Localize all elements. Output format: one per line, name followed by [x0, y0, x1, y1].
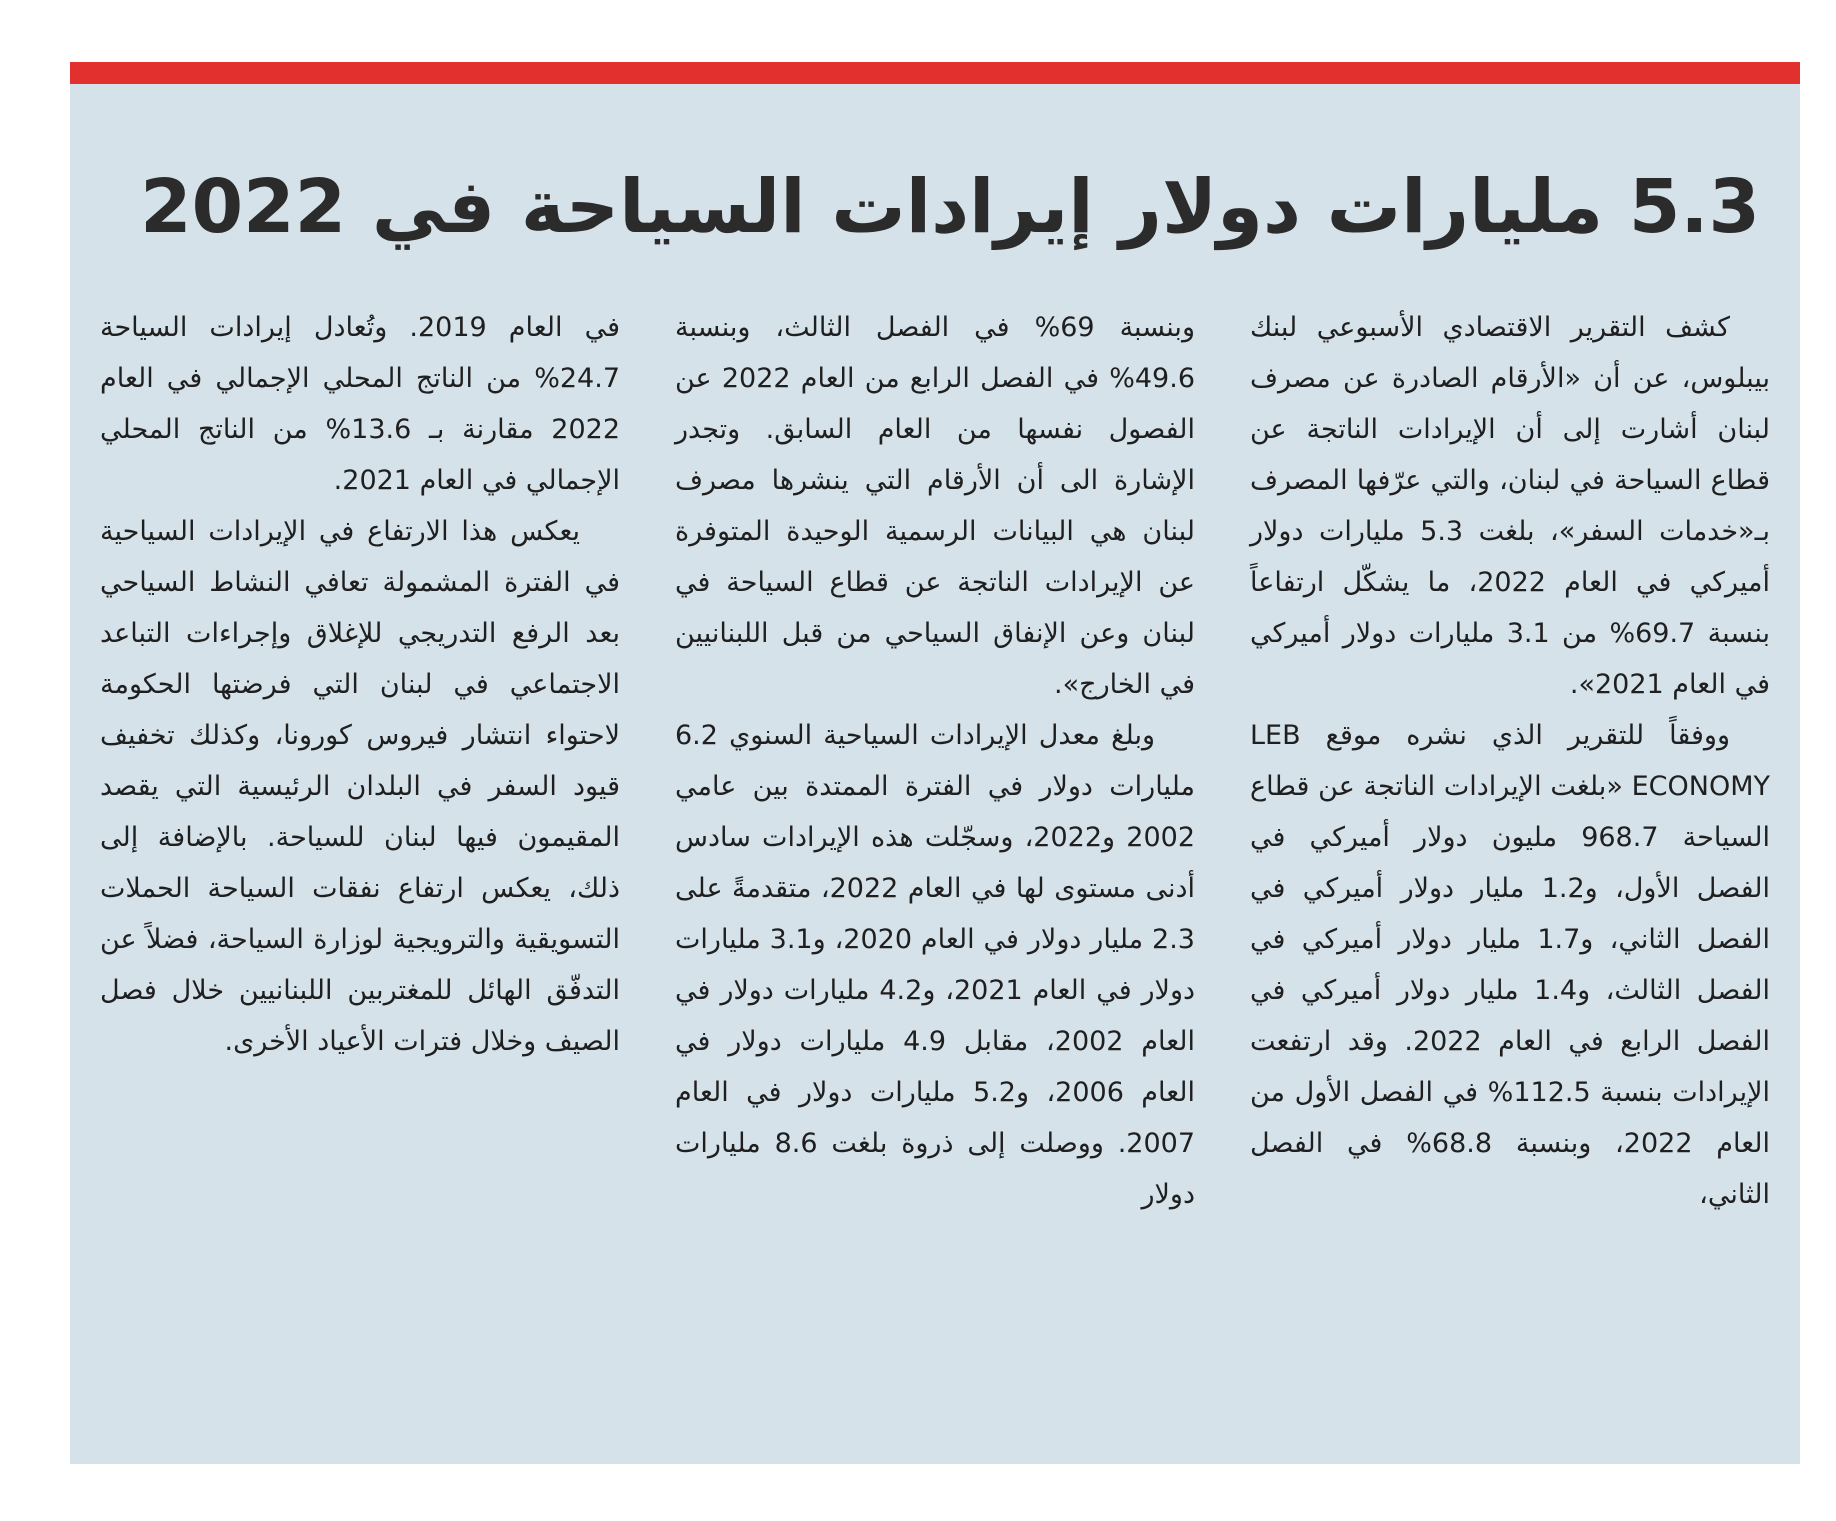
paragraph: كشف التقرير الاقتصادي الأسبوعي لبنك بيبلوس، عن أن «الأرقام الصادرة عن مصرف لبنان أشارت إلى أن الإيرادات الناتجة عن قطاع السياحة في لبنان، والتي عرّفها المصرف بـ«خدمات السفر»، بلغت 5.3 مليارات دولار أميركي في العام 2022، ما يشكّل ارتفاعاً بنسبة 69.7% من 3.1 مليارات دولار أميركي في العام 2021».	[1250, 312, 1770, 700]
paragraph: ووفقاً للتقرير الذي نشره موقع LEB ECONOMY «بلغت الإيرادات الناتجة عن قطاع السياحة 968.7 مليون دولار أميركي في الفصل الأول، و1.2 مليار دولار أميركي في الفصل الثاني، و1.7 مليار دولار أميركي في الفصل الثالث، و1.4 مليار دولار أميركي في الفصل الرابع في العام 2022. وقد ارتفعت الإيرادات بنسبة 112.5% في الفصل الأول من العام 2022، وبنسبة 68.8% في الفصل الثاني،	[1250, 720, 1771, 1210]
paragraph: وبنسبة 69% في الفصل الثالث، وبنسبة 49.6% في الفصل الرابع من العام 2022 عن الفصول نفسها من العام السابق. وتجدر الإشارة الى أن الأرقام التي ينشرها مصرف لبنان هي البيانات الرسمية الوحيدة المتوفرة عن الإيرادات الناتجة عن قطاع السياحة في لبنان وعن الإنفاق السياحي من قبل اللبنانيين في الخارج».	[675, 312, 1195, 700]
column-3	[100, 302, 620, 1442]
column-2	[675, 302, 1195, 1442]
article-body	[100, 302, 1770, 1442]
headline: 5.3 مليارات دولار إيرادات السياحة في 2022	[140, 164, 1760, 250]
paragraph: يعكس هذا الارتفاع في الإيرادات السياحية في الفترة المشمولة تعافي النشاط السياحي بعد الرفع التدريجي للإغلاق وإجراءات التباعد الاجتماعي في لبنان التي فرضتها الحكومة لاحتواء انتشار فيروس كورونا، وكذلك تخفيف قيود السفر في البلدان الرئيسية التي يقصد المقيمون فيها لبنان للسياحة. بالإضافة إلى ذلك، يعكس ارتفاع نفقات السياحة الحملات التسويقية والترويجية لوزارة السياحة، فضلاً عن التدفّق الهائل للمغتربين اللبنانيين خلال فصل الصيف وخلال فترات الأعياد الأخرى.	[100, 516, 620, 1057]
column-1	[1250, 302, 1770, 1442]
article-panel	[70, 62, 1800, 1464]
accent-bar	[70, 62, 1800, 84]
paragraph: وبلغ معدل الإيرادات السياحية السنوي 6.2 مليارات دولار في الفترة الممتدة بين عامي 2002 و2022، وسجّلت هذه الإيرادات سادس أدنى مستوى لها في العام 2022، متقدمةً على 2.3 مليار دولار في العام 2020، و3.1 مليارات دولار في العام 2021، و4.2 مليارات دولار في العام 2002، مقابل 4.9 مليارات دولار في العام 2006، و5.2 مليارات دولار في العام 2007. ووصلت إلى ذروة بلغت 8.6 مليارات دولار	[675, 720, 1196, 1210]
paragraph: في العام 2019. وتُعادل إيرادات السياحة 24.7% من الناتج المحلي الإجمالي في العام 2022 مقارنة بـ 13.6% من الناتج المحلي الإجمالي في العام 2021.	[100, 312, 620, 496]
